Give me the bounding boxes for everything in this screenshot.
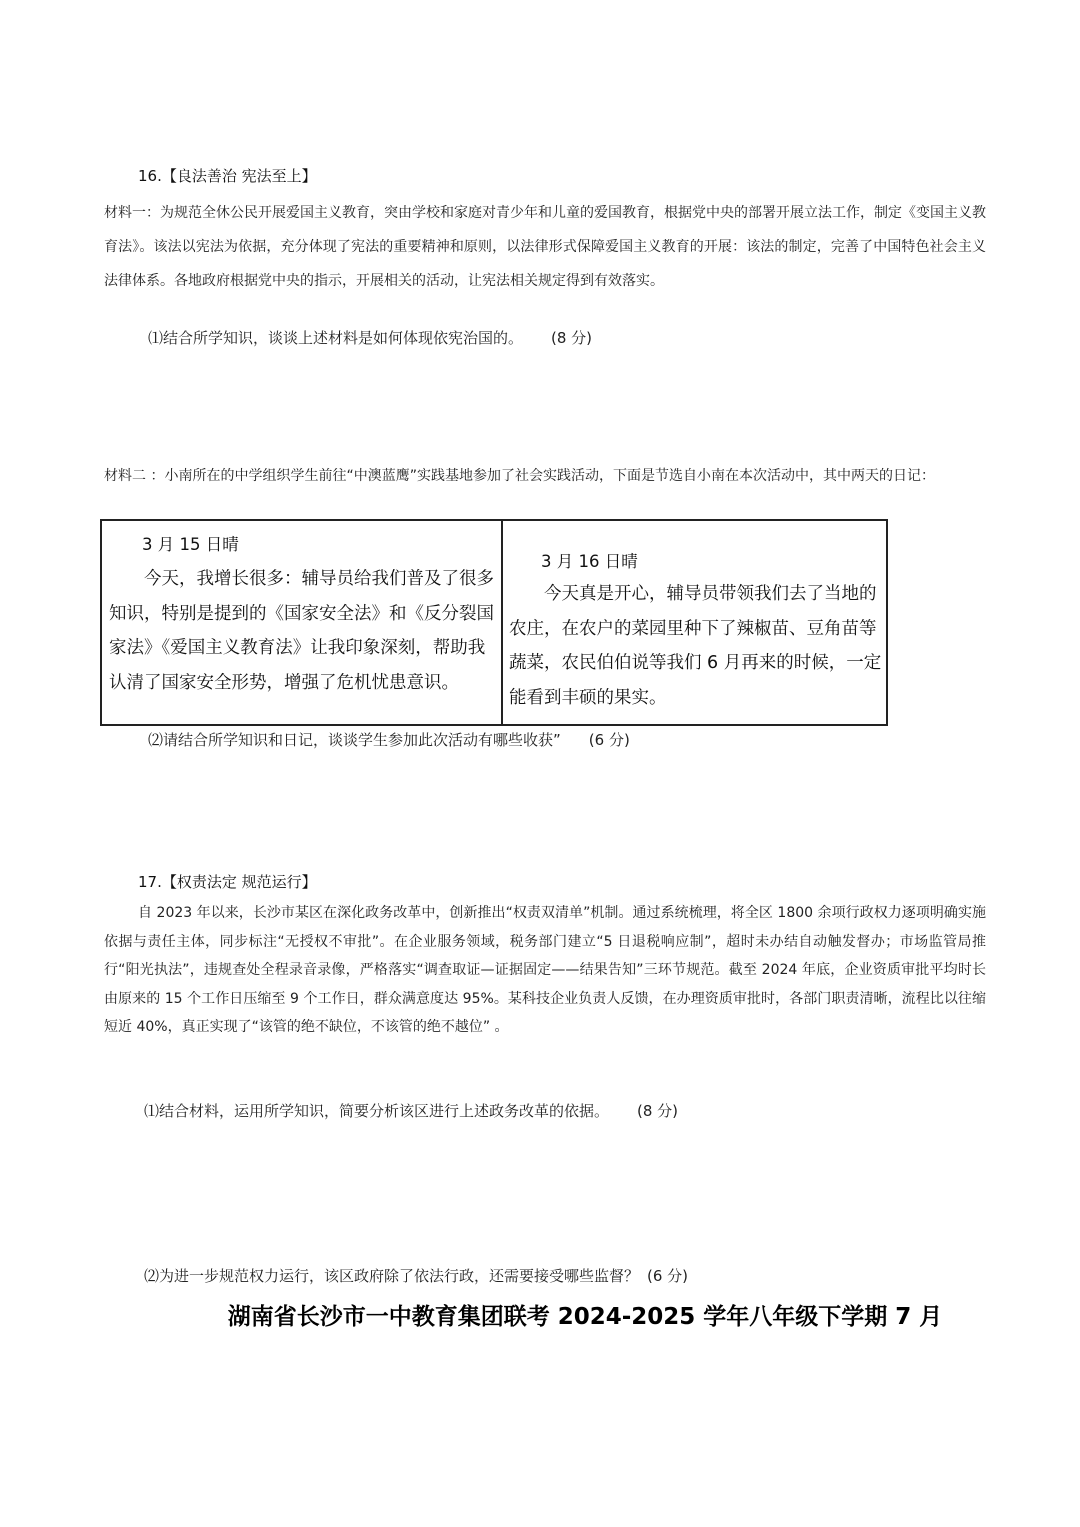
q16-question-2 — [148, 729, 630, 750]
q16-question-2-text: ⑵请结合所学知识和日记，谈谈学生参加此次活动有哪些收获” — [148, 731, 561, 749]
q17-question-1-points: (8 分) — [637, 1102, 679, 1120]
q16-question-2-points: (6 分) — [588, 731, 630, 749]
q16-question-1-text: ⑴结合所学知识，谈谈上述材料是如何体现依宪治国的。 — [148, 329, 524, 347]
q17-question-2-points: (6 分) — [647, 1267, 689, 1285]
q17-question-1-text: ⑴结合材料，运用所学知识，简要分析该区进行上述政务改革的依据。 — [144, 1102, 610, 1120]
q16-heading: 16.【良法善治 宪法至上】 — [138, 167, 317, 185]
diary-date: 3 月 15 日晴 — [142, 535, 239, 554]
q17-material: 自 2023 年以来，长沙市某区在深化政务改革中，创新推出“权责双清单”机制。通过系统梳理，将全区 1800 余项行政权力逐项明确实施依据与责任主体，同步标注“无授权不审批”。在企业服务领域，税务部门建立“5 日退税响应制”，超时未办结自动触发督办；市场监管局推行“阳光执法”，违规查处全程录音录像，严格落实“调查取证—证据固定——结果告知”三环节规范。截至 2024 年底，企业资质审批平均时长由原来的 15 个工作日压缩至 9 个工作日，群众满意度达 95%。某科技企业负责人反馈，在办理资质审批时，各部门职责清晰，流程比以往缩短近 40%，真正实现了“该管的绝不缺位，不该管的绝不越位” 。 — [104, 905, 986, 1035]
diary-text: 今天真是开心，辅导员带领我们去了当地的农庄，在农户的菜园里种下了辣椒苗、豆角苗等蔬菜，农民伯伯说等我们 6 月再来的时候，一定能看到丰硕的果实。 — [509, 584, 882, 708]
q16-material-one: 材料一：为规范全休公民开展爱国主义教育，突由学校和家庭对青少年和儿童的爱国教育，根据党中央的部署开展立法工作，制定《变国主义教育法》。该法以宪法为依据，充分体现了宪法的重要精神和原则，以法律形式保障爱国主义教育的开展：该法的制定，完善了中国特色社会主义法律体系。各地政府根据党中央的指示，开展相关的活动，让宪法相关规定得到有效落实。 — [104, 205, 986, 289]
q16-material-two: 材料二 ：小南所在的中学组织学生前往“中澳蓝鹰”实践基地参加了社会实践活动，下面是节选自小南在本次活动中，其中两天的日记： — [104, 468, 935, 484]
exam-title: 湖南省长沙市一中教育集团联考 2024-2025 学年八年级下学期 7 月 — [227, 1304, 943, 1330]
q17-question-2 — [144, 1265, 688, 1286]
q17-question-1 — [144, 1100, 678, 1121]
diary-entry-march-15 — [102, 521, 503, 724]
diary-table — [100, 519, 888, 726]
q17-question-2-text: ⑵为进一步规范权力运行，该区政府除了依法行政，还需要接受哪些监督？ — [144, 1267, 640, 1285]
q16-question-1 — [148, 327, 592, 348]
diary-date: 3 月 16 日晴 — [541, 552, 638, 571]
q17-heading: 17.【权责法定 规范运行】 — [138, 873, 317, 891]
diary-entry-march-16 — [503, 521, 886, 724]
q16-question-1-points: (8 分) — [551, 329, 593, 347]
diary-text: 今天，我增长很多：辅导员给我们普及了很多知识，特别是提到的《国家安全法》和《反分裂国家法》《爱国主义教育法》让我印象深刻，帮助我认清了国家安全形势，增强了危机忧患意识。 — [109, 569, 494, 693]
